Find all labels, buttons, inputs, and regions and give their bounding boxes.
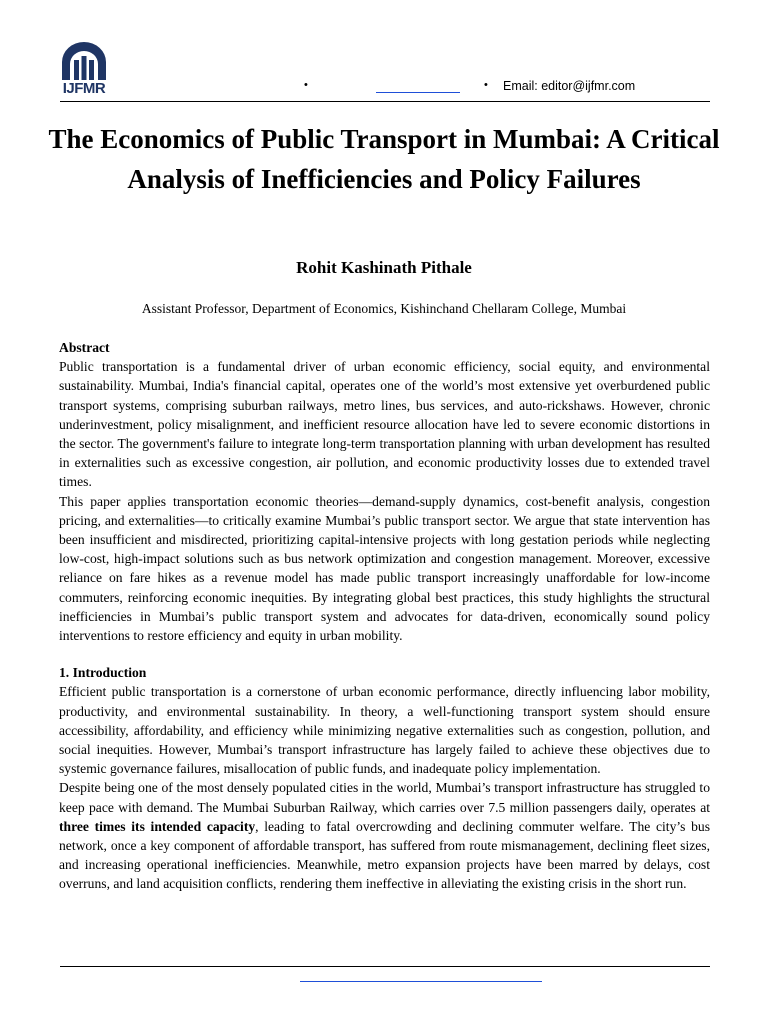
abstract-paragraph: Public transportation is a fundamental driver of urban economic efficiency, social equity, and environmental sustainability. Mumbai, India's financial capital, operates one of the world’s most extensive yet overburdened public transport systems, comprising suburban railways, metro lines, bus services, and auto-rickshaws. However, chronic underinvestment, policy misalignment, and inefficient resource allocation have led to severe economic distortions in the sector. The government's failure to integrate long-term transportation planning with urban development has resulted in externalities such as excessive congestion, air pollution, and economic productivity losses due to extended travel times. — [59, 359, 710, 490]
intro-paragraph — [59, 778, 710, 893]
intro-text: Despite being one of the most densely populated cities in the world, Mumbai’s transport infrastructure has struggled to keep pace with demand. The Mumbai Suburban Railway, which carries over 7.5 million passengers daily, operates at — [59, 780, 710, 815]
paper-body — [59, 338, 710, 894]
author-name: Rohit Kashinath Pithale — [296, 258, 472, 277]
bullet-mark: • — [304, 79, 308, 91]
intro-emphasis: three times its intended capacity — [59, 818, 256, 834]
paper-title: The Economics of Public Transport in Mumbai: A Critical Analysis of Inefficiencies and Policy Failures — [48, 124, 720, 194]
section-gap — [59, 645, 710, 663]
logo-text: IJFMR — [62, 80, 106, 97]
header-divider — [60, 101, 710, 102]
section-heading: 1. Introduction — [59, 665, 147, 681]
author-affiliation: Assistant Professor, Department of Economics, Kishinchand Chellaram College, Mumbai — [141, 301, 627, 316]
email-link[interactable]: Email: editor@ijfmr.com — [503, 79, 636, 93]
abstract-paragraph: This paper applies transportation economic theories—demand-supply dynamics, cost-benefit analysis, congestion pricing, and externalities—to critically examine Mumbai’s public transport sector. We argue that state intervention has been insufficient and misdirected, prioritizing capital-intensive projects with long gestation periods while neglecting low-cost, high-impact solutions such as bus network optimization and congestion management. Moreover, excessive reliance on fare hikes as a revenue model has made public transport increasingly unaffordable for low-income commuters, reinforcing economic inequities. By integrating global best practices, this study highlights the structural inefficiencies in Mumbai’s public transport system and advocates for data-driven, economically sound policy interventions to restore efficiency and equity in urban mobility. — [59, 493, 710, 644]
abstract-heading: Abstract — [59, 340, 110, 355]
page-header — [0, 0, 768, 104]
building-arch-icon — [58, 40, 110, 80]
bullet-mark: • — [484, 79, 488, 91]
ijfmr-logo — [58, 40, 110, 102]
intro-text: , leading to fatal overcrowding and declining commuter welfare. The city’s bus network, once a key component of affordable transport, has suffered from route mismanagement, declining fleet sizes, and increasing operational inefficiencies. Meanwhile, metro expansion projects have been marred by delays, cost overruns, and land acquisition conflicts, rendering them ineffective in alleviating the existing crisis in the short run. — [59, 818, 710, 892]
footer-link[interactable] — [300, 981, 542, 982]
intro-paragraph: Efficient public transportation is a cornerstone of urban economic performance, directly influencing labor mobility, productivity, and environmental sustainability. In theory, a well-functioning transport system should ensure accessibility, affordability, and efficiency while minimizing negative externalities such as congestion, pollution, and social inequities. However, Mumbai’s transport infrastructure has largely failed to achieve these objectives due to systemic governance failures, misallocation of public funds, and inadequate policy implementation. — [59, 684, 710, 777]
footer-divider — [60, 966, 710, 967]
website-link[interactable] — [376, 92, 460, 93]
